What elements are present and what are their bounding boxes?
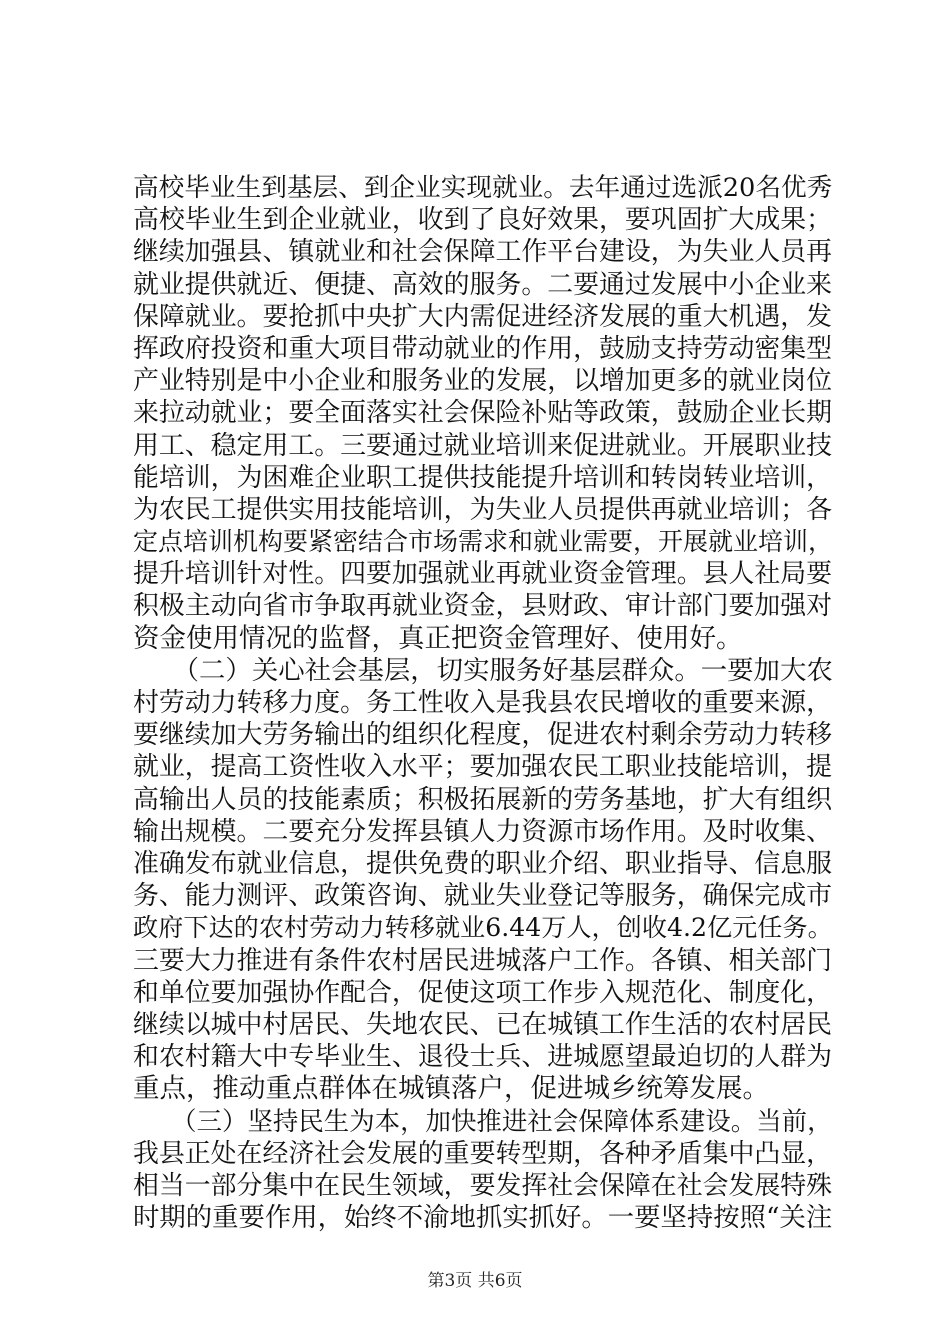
text-line: 要继续加大劳务输出的组织化程度，促进农村剩余劳动力转移 xyxy=(133,720,833,751)
text-line: 积极主动向省市争取再就业资金，县财政、审计部门要加强对 xyxy=(133,591,833,622)
text-line: 和农村籍大中专毕业生、退役士兵、进城愿望最迫切的人群为 xyxy=(133,1042,833,1073)
text-line: 重点，推动重点群体在城镇落户，促进城乡统筹发展。 xyxy=(133,1073,769,1105)
text-line: 输出规模。二要充分发挥县镇人力资源市场作用。及时收集、 xyxy=(133,816,833,847)
text-line: 三要大力推进有条件农村居民进城落户工作。各镇、相关部门 xyxy=(133,945,833,976)
text-line: 来拉动就业；要全面落实社会保险补贴等政策，鼓励企业长期 xyxy=(133,398,833,429)
text-line: 保障就业。要抢抓中央扩大内需促进经济发展的重大机遇，发 xyxy=(133,301,833,332)
text-line: 定点培训机构要紧密结合市场需求和就业需要，开展就业培训， xyxy=(133,527,834,557)
text-line: 高输出人员的技能素质；积极拓展新的劳务基地，扩大有组织 xyxy=(133,784,833,815)
text-line: 准确发布就业信息，提供免费的职业介绍、职业指导、信息服 xyxy=(133,848,833,879)
text-line: 继续以城中村居民、失地农民、已在城镇工作生活的农村居民 xyxy=(133,1009,833,1040)
text-line: 继续加强县、镇就业和社会保障工作平台建设，为失业人员再 xyxy=(133,237,833,268)
text-line: 务、能力测评、政策咨询、就业失业登记等服务，确保完成市 xyxy=(133,881,833,912)
text-line: （三）坚持民生为本，加快推进社会保障体系建设。当前， xyxy=(133,1106,833,1137)
text-line: 村劳动力转移力度。务工性收入是我县农民增收的重要来源， xyxy=(133,688,833,718)
text-line: 时期的重要作用，始终不渝地抓实抓好。一要坚持按照“关注 xyxy=(133,1203,833,1233)
text-line: 我县正处在经济社会发展的重要转型期，各种矛盾集中凸显， xyxy=(133,1138,833,1169)
text-line: 就业提供就近、便捷、高效的服务。二要通过发展中小企业来 xyxy=(133,269,833,300)
text-line: 政府下达的农村劳动力转移就业6.44万人，创收4.2亿元任务。 xyxy=(133,913,833,943)
page-footer: 第3页 共6页 xyxy=(427,1271,523,1291)
text-line: （二）关心社会基层，切实服务好基层群众。一要加大农 xyxy=(133,654,833,686)
text-line: 用工、稳定用工。三要通过就业培训来促进就业。开展职业技 xyxy=(133,430,833,461)
text-line: 和单位要加强协作配合，促使这项工作步入规范化、制度化， xyxy=(133,977,833,1008)
text-line: 资金使用情况的监督，真正把资金管理好、使用好。 xyxy=(133,622,743,654)
text-line: 相当一部分集中在民生领域，要发挥社会保障在社会发展特殊 xyxy=(133,1170,833,1201)
text-line: 能培训，为困难企业职工提供技能提升培训和转岗转业培训， xyxy=(133,462,833,493)
text-line: 产业特别是中小企业和服务业的发展，以增加更多的就业岗位 xyxy=(133,366,833,397)
text-line: 为农民工提供实用技能培训，为失业人员提供再就业培训；各 xyxy=(133,494,833,525)
text-line: 高校毕业生到企业就业，收到了良好效果，要巩固扩大成果； xyxy=(133,205,833,236)
text-line: 挥政府投资和重大项目带动就业的作用，鼓励支持劳动密集型 xyxy=(133,333,833,364)
text-line: 高校毕业生到基层、到企业实现就业。去年通过选派20名优秀 xyxy=(133,173,833,203)
text-line: 提升培训针对性。四要加强就业再就业资金管理。县人社局要 xyxy=(133,559,833,590)
text-line: 就业，提高工资性收入水平；要加强农民工职业技能培训，提 xyxy=(133,752,833,783)
body-text xyxy=(133,172,833,1234)
